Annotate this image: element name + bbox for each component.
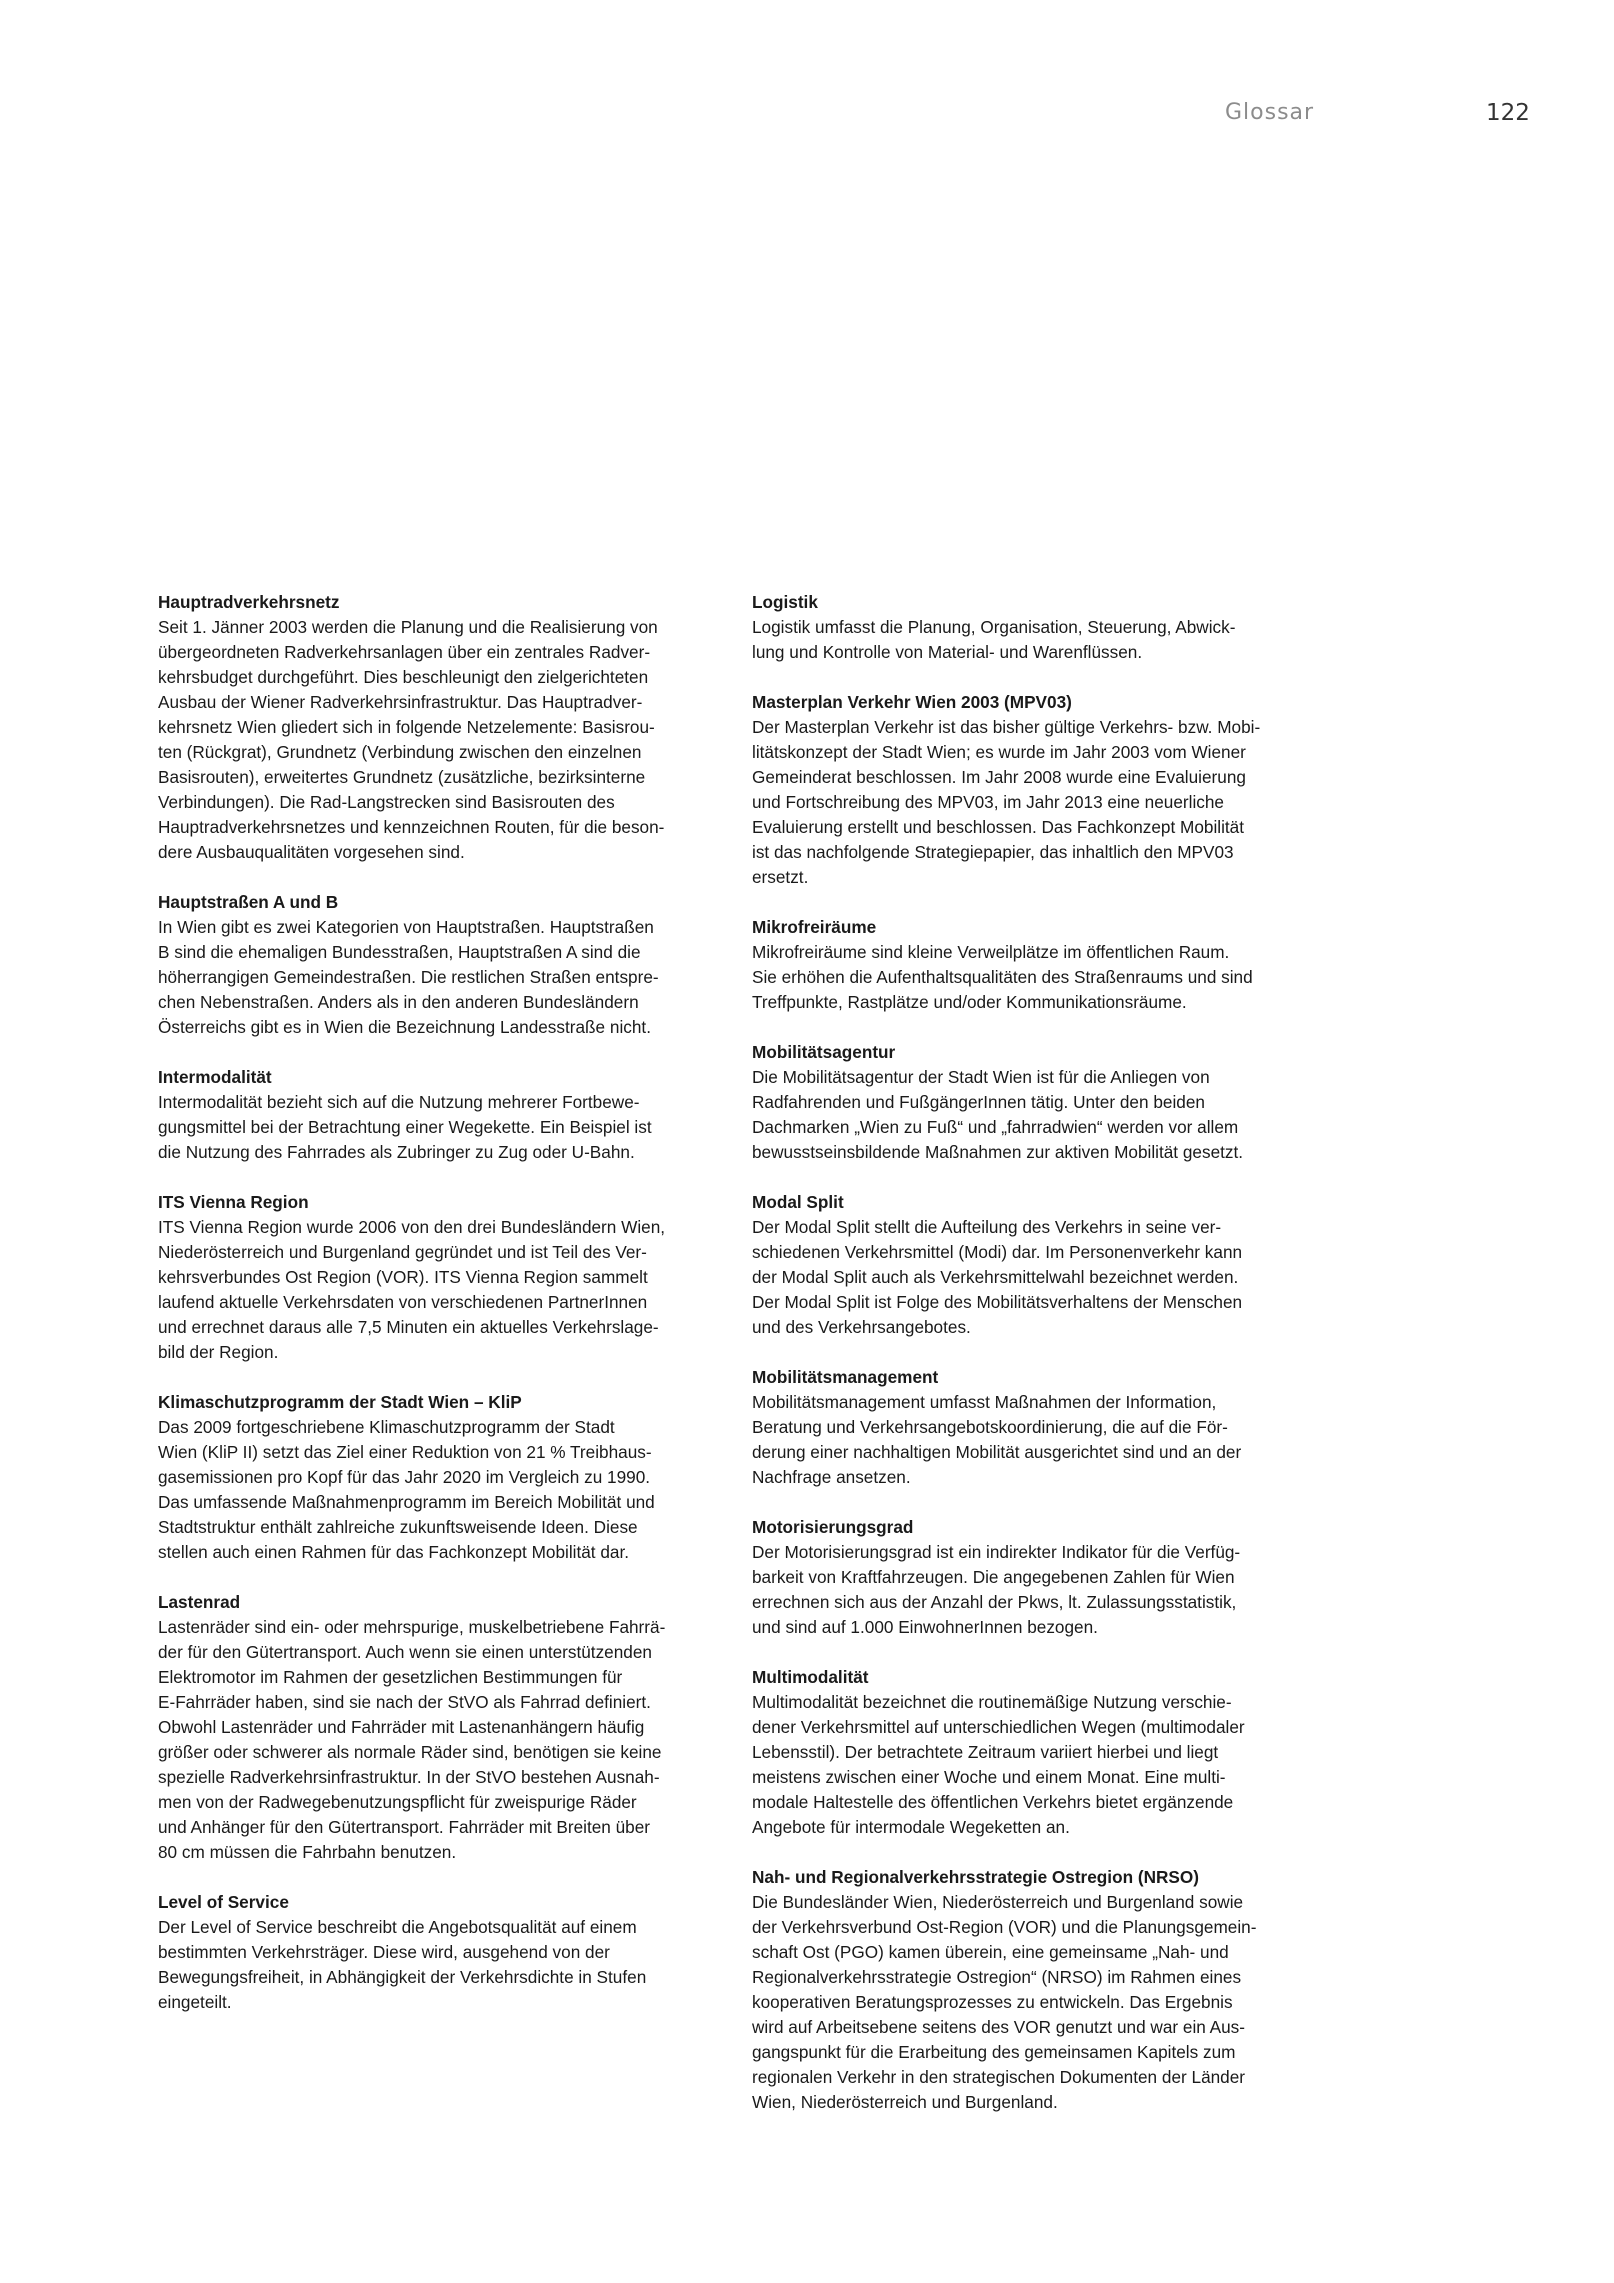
glossary-definition: Logistik umfasst die Planung, Organisation, Steuerung, Abwick- lung und Kontrolle von Material- und Warenflüssen. (752, 617, 1236, 662)
glossary-term: Level of Service (158, 1892, 289, 1912)
glossary-entry (752, 690, 1317, 890)
glossary-entry (158, 1390, 718, 1565)
glossary-entry (752, 1365, 1317, 1490)
glossary-definition: Das 2009 fortgeschriebene Klimaschutzprogramm der Stadt Wien (KliP II) setzt das Ziel einer Reduktion von 21 % Treibhaus- gasemissionen pro Kopf für das Jahr 2020 im Vergleich zu 1990. Das umfassende Maßnahmenprogramm im Bereich Mobilität und Stadtstruktur enthält zahlreiche zukunftsweisende Ideen. Diese stellen auch einen Rahmen für das Fachkonzept Mobilität dar. (158, 1417, 655, 1562)
glossary-term: Logistik (752, 592, 818, 612)
glossary-definition: In Wien gibt es zwei Kategorien von Hauptstraßen. Hauptstraßen B sind die ehemaligen Bundesstraßen, Hauptstraßen A sind die höherrangigen Gemeindestraßen. Die restlichen Straßen entspre- chen Nebenstraßen. Anders als in den anderen Bundesländern Österreichs gibt es in Wien die Bezeichnung Landesstraße nicht. (158, 917, 659, 1037)
glossary-definition: Intermodalität bezieht sich auf die Nutzung mehrerer Fortbewe- gungsmittel bei der Betrachtung einer Wegekette. Ein Beispiel ist die Nutzung des Fahrrades als Zubringer zu Zug oder U-Bahn. (158, 1092, 652, 1162)
glossary-term: Klimaschutzprogramm der Stadt Wien – KliP (158, 1392, 522, 1412)
glossary-definition: ITS Vienna Region wurde 2006 von den drei Bundesländern Wien, Niederösterreich und Burgenland gegründet und ist Teil des Ver- kehrsverbundes Ost Region (VOR). ITS Vienna Region sammelt laufend aktuelle Verkehrsdaten von verschiedenen PartnerInnen und errechnet daraus alle 7,5 Minuten ein aktuelles Verkehrslage- bild der Region. (158, 1217, 666, 1362)
glossary-entry (752, 1515, 1317, 1640)
glossary-term: ITS Vienna Region (158, 1192, 309, 1212)
glossary-entry (158, 890, 718, 1040)
glossary-term: Multimodalität (752, 1667, 869, 1687)
glossary-definition: Mikrofreiräume sind kleine Verweilplätze im öffentlichen Raum. Sie erhöhen die Aufenthaltsqualitäten des Straßenraums und sind Treffpunkte, Rastplätze und/oder Kommunikationsräume. (752, 942, 1253, 1012)
glossary-entry (752, 1865, 1317, 2115)
glossary-term: Motorisierungsgrad (752, 1517, 914, 1537)
glossary-entry (752, 915, 1317, 1015)
section-title: Glossar (1225, 100, 1315, 125)
glossary-entry (158, 1190, 718, 1365)
page-number: 122 (1486, 100, 1530, 126)
glossary-entry (752, 1665, 1317, 1840)
glossary-entry (752, 590, 1317, 665)
glossary-definition: Seit 1. Jänner 2003 werden die Planung und die Realisierung von übergeordneten Radverkehrsanlagen über ein zentrales Radver- kehrsbudget durchgeführt. Dies beschleunigt den zielgerichteten Ausbau der Wiener Radverkehrsinfrastruktur. Das Hauptradver- kehrsnetz Wien gliedert sich in folgende Netzelemente: Basisrou- ten (Rückgrat), Grundnetz (Verbindung zwischen den einzelnen Basisrouten), erweitertes Grundnetz (zusätzliche, bezirksinterne Verbindungen). Die Rad-Langstrecken sind Basisrouten des Hauptradverkehrsnetzes und kennzeichnen Routen, für die beson- dere Ausbauqualitäten vorgesehen sind. (158, 617, 665, 862)
glossary-entry (158, 1590, 718, 1865)
glossary-definition: Die Mobilitätsagentur der Stadt Wien ist für die Anliegen von Radfahrenden und FußgängerInnen tätig. Unter den beiden Dachmarken „Wien zu Fuß“ und „fahrradwien“ werden vor allem bewusstseinsbildende Maßnahmen zur aktiven Mobilität gesetzt. (752, 1067, 1244, 1162)
glossary-term: Mikrofreiräume (752, 917, 877, 937)
glossary-definition: Lastenräder sind ein- oder mehrspurige, muskelbetriebene Fahrrä- der für den Gütertransport. Auch wenn sie einen unterstützenden Elektromotor im Rahmen der gesetzlichen Bestimmungen für E-Fahrräder haben, sind sie nach der StVO als Fahrrad definiert. Obwohl Lastenräder und Fahrräder mit Lastenanhängern häufig größer oder schwerer als normale Räder sind, benötigen sie keine spezielle Radverkehrsinfrastruktur. In der StVO bestehen Ausnah- men von der Radwegebenutzungspflicht für zweispurige Räder und Anhänger für den Gütertransport. Fahrräder mit Breiten über 80 cm müssen die Fahrbahn benutzen. (158, 1617, 666, 1862)
glossary-entry (752, 1190, 1317, 1340)
glossary-column-right (752, 590, 1317, 2140)
glossary-term: Nah- und Regionalverkehrsstrategie Ostregion (NRSO) (752, 1867, 1199, 1887)
glossary-term: Modal Split (752, 1192, 844, 1212)
glossary-term: Intermodalität (158, 1067, 272, 1087)
glossary-term: Hauptradverkehrsnetz (158, 592, 340, 612)
glossary-term: Lastenrad (158, 1592, 241, 1612)
glossary-definition: Multimodalität bezeichnet die routinemäßige Nutzung verschie- dener Verkehrsmittel auf unterschiedlichen Wegen (multimodaler Lebensstil). Der betrachtete Zeitraum variiert hierbei und liegt meistens zwischen einer Woche und einem Monat. Eine multi- modale Haltestelle des öffentlichen Verkehrs bietet ergänzende Angebote für intermodale Wegeketten an. (752, 1692, 1245, 1837)
glossary-term: Hauptstraßen A und B (158, 892, 339, 912)
glossary-definition: Der Masterplan Verkehr ist das bisher gültige Verkehrs- bzw. Mobi- litätskonzept der Stadt Wien; es wurde im Jahr 2003 vom Wiener Gemeinderat beschlossen. Im Jahr 2008 wurde eine Evaluierung und Fortschreibung des MPV03, im Jahr 2013 eine neuerliche Evaluierung erstellt und beschlossen. Das Fachkonzept Mobilität ist das nachfolgende Strategiepapier, das inhaltlich den MPV03 ersetzt. (752, 717, 1261, 887)
glossary-definition: Der Modal Split stellt die Aufteilung des Verkehrs in seine ver- schiedenen Verkehrsmittel (Modi) dar. Im Personenverkehr kann der Modal Split auch als Verkehrsmittelwahl bezeichnet werden. Der Modal Split ist Folge des Mobilitätsverhaltens der Menschen und des Verkehrsangebotes. (752, 1217, 1243, 1337)
glossary-entry (158, 1890, 718, 2015)
glossary-term: Masterplan Verkehr Wien 2003 (MPV03) (752, 692, 1072, 712)
glossary-entry (158, 590, 718, 865)
glossary-entry (158, 1065, 718, 1165)
glossary-definition: Mobilitätsmanagement umfasst Maßnahmen der Information, Beratung und Verkehrsangebotskoordinierung, die auf die För- derung einer nachhaltigen Mobilität ausgerichtet sind und an der Nachfrage ansetzen. (752, 1392, 1242, 1487)
glossary-definition: Die Bundesländer Wien, Niederösterreich und Burgenland sowie der Verkehrsverbund Ost-Region (VOR) und die Planungsgemein- schaft Ost (PGO) kamen überein, eine gemeinsame „Nah- und Regionalverkehrsstrategie Ostregion“ (NRSO) im Rahmen eines kooperativen Beratungsprozesses zu entwickeln. Das Ergebnis wird auf Arbeitsebene seitens des VOR genutzt und war ein Aus- gangspunkt für die Erarbeitung des gemeinsamen Kapitels zum regionalen Verkehr in den strategischen Dokumenten der Länder Wien, Niederösterreich und Burgenland. (752, 1892, 1257, 2112)
glossary-definition: Der Motorisierungsgrad ist ein indirekter Indikator für die Verfüg- barkeit von Kraftfahrzeugen. Die angegebenen Zahlen für Wien errechnen sich aus der Anzahl der Pkws, lt. Zulassungsstatistik, und sind auf 1.000 EinwohnerInnen bezogen. (752, 1542, 1241, 1637)
glossary-term: Mobilitätsagentur (752, 1042, 896, 1062)
glossary-definition: Der Level of Service beschreibt die Angebotsqualität auf einem bestimmten Verkehrsträger. Diese wird, ausgehend von der Bewegungsfreiheit, in Abhängigkeit der Verkehrsdichte in Stufen eingeteilt. (158, 1917, 647, 2012)
glossary-column-left (158, 590, 718, 2040)
glossary-term: Mobilitätsmanagement (752, 1367, 939, 1387)
glossary-entry (752, 1040, 1317, 1165)
